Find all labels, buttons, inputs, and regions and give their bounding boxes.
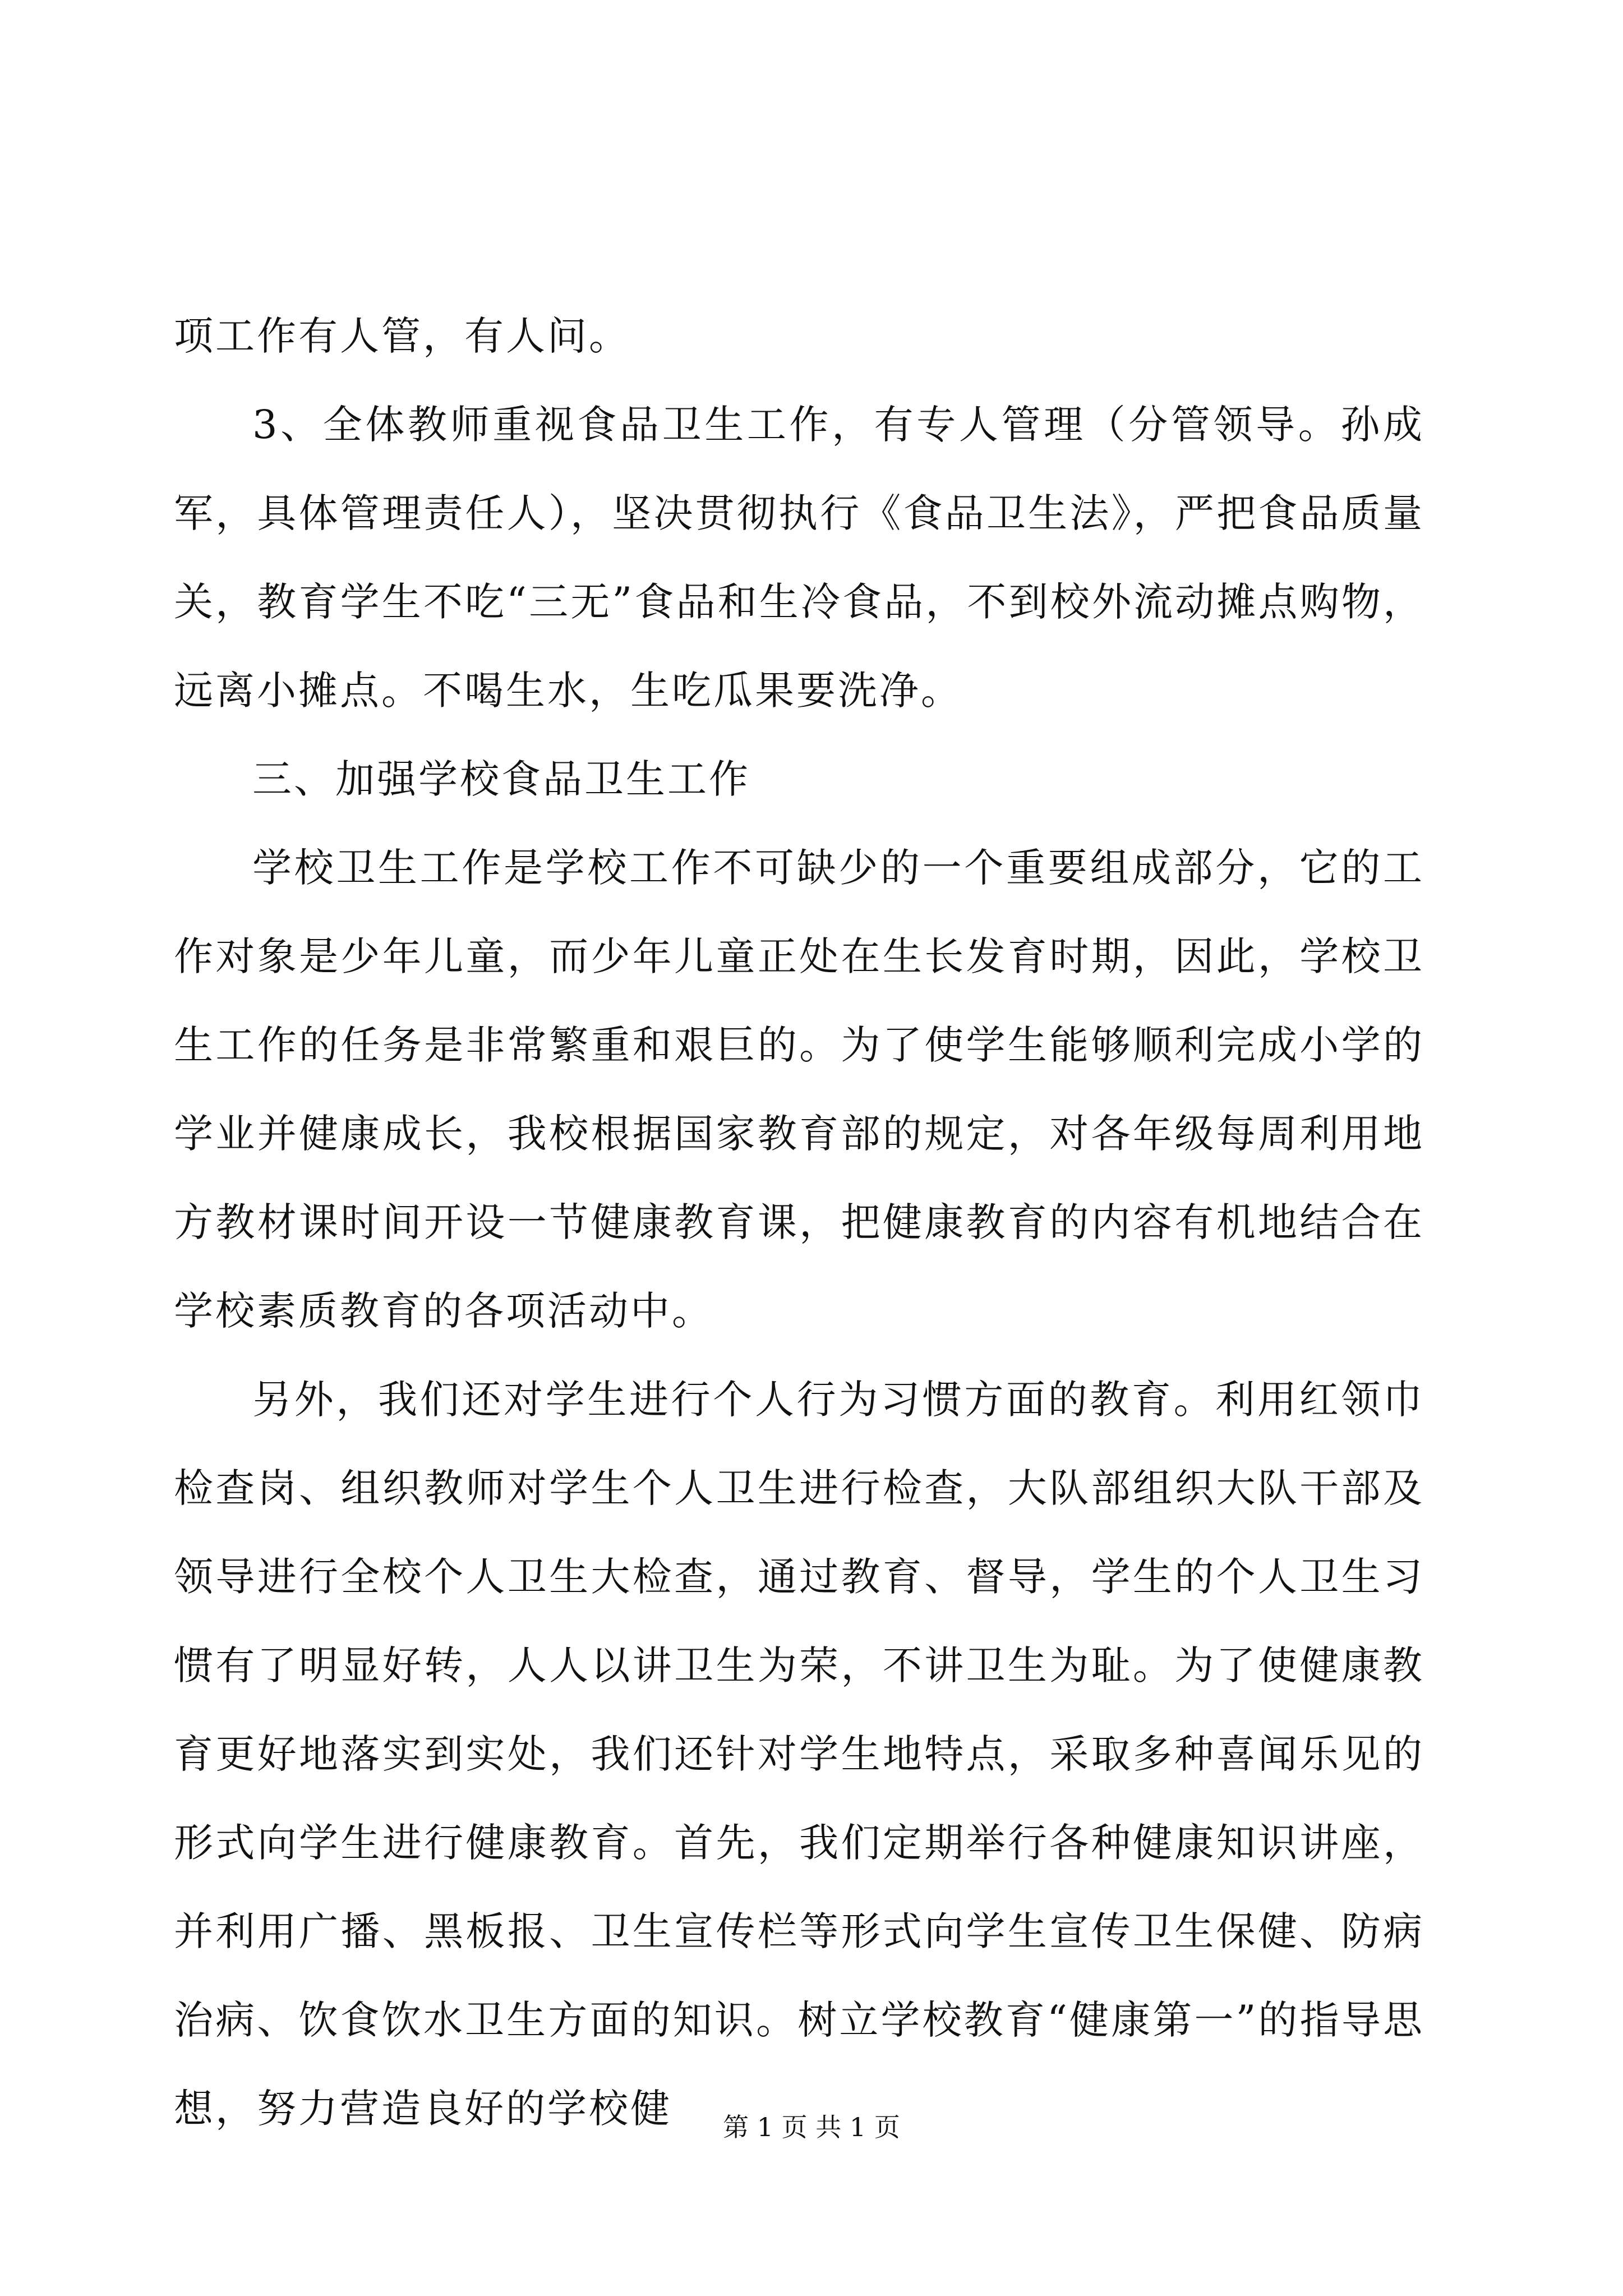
- paragraph-continuation: 项工作有人管，有人问。: [174, 313, 630, 359]
- section-heading-3: 三、加强学校食品卫生工作: [252, 756, 750, 802]
- page-footer: 第 1 页 共 1 页: [723, 2112, 900, 2142]
- document-body: [174, 292, 1424, 2153]
- paragraph-school-hygiene: 学校卫生工作是学校工作不可缺少的一个重要组成部分，它的工作对象是少年儿童，而少年儿童正处在生长发育时期，因此，学校卫生工作的任务是非常繁重和艰巨的。为了使学生能够顺利完成小学的学业并健康成长，我校根据国家教育部的规定，对各年级每周利用地方教材课时间开设一节健康教育课，把健康教育的内容有机地结合在学校素质教育的各项活动中。: [174, 845, 1424, 1334]
- paragraph-food-hygiene-item-3: 3、全体教师重视食品卫生工作，有专人管理（分管领导。孙成军，具体管理责任人），坚决贯彻执行《食品卫生法》，严把食品质量关，教育学生不吃“三无”食品和生冷食品，不到校外流动摊点购物，远离小摊点。不喝生水，生吃瓜果要洗净。: [174, 402, 1424, 714]
- paragraph-personal-habits: 另外，我们还对学生进行个人行为习惯方面的教育。利用红领巾检查岗、组织教师对学生个人卫生进行检查，大队部组织大队干部及领导进行全校个人卫生大检查，通过教育、督导，学生的个人卫生习惯有了明显好转，人人以讲卫生为荣，不讲卫生为耻。为了使健康教育更好地落实到实处，我们还针对学生地特点，采取多种喜闻乐见的形式向学生进行健康教育。首先，我们定期举行各种健康知识讲座，并利用广播、黑板报、卫生宣传栏等形式向学生宣传卫生保健、防病治病、饮食饮水卫生方面的知识。树立学校教育“健康第一”的指导思想，努力营造良好的学校健: [174, 1377, 1424, 2132]
